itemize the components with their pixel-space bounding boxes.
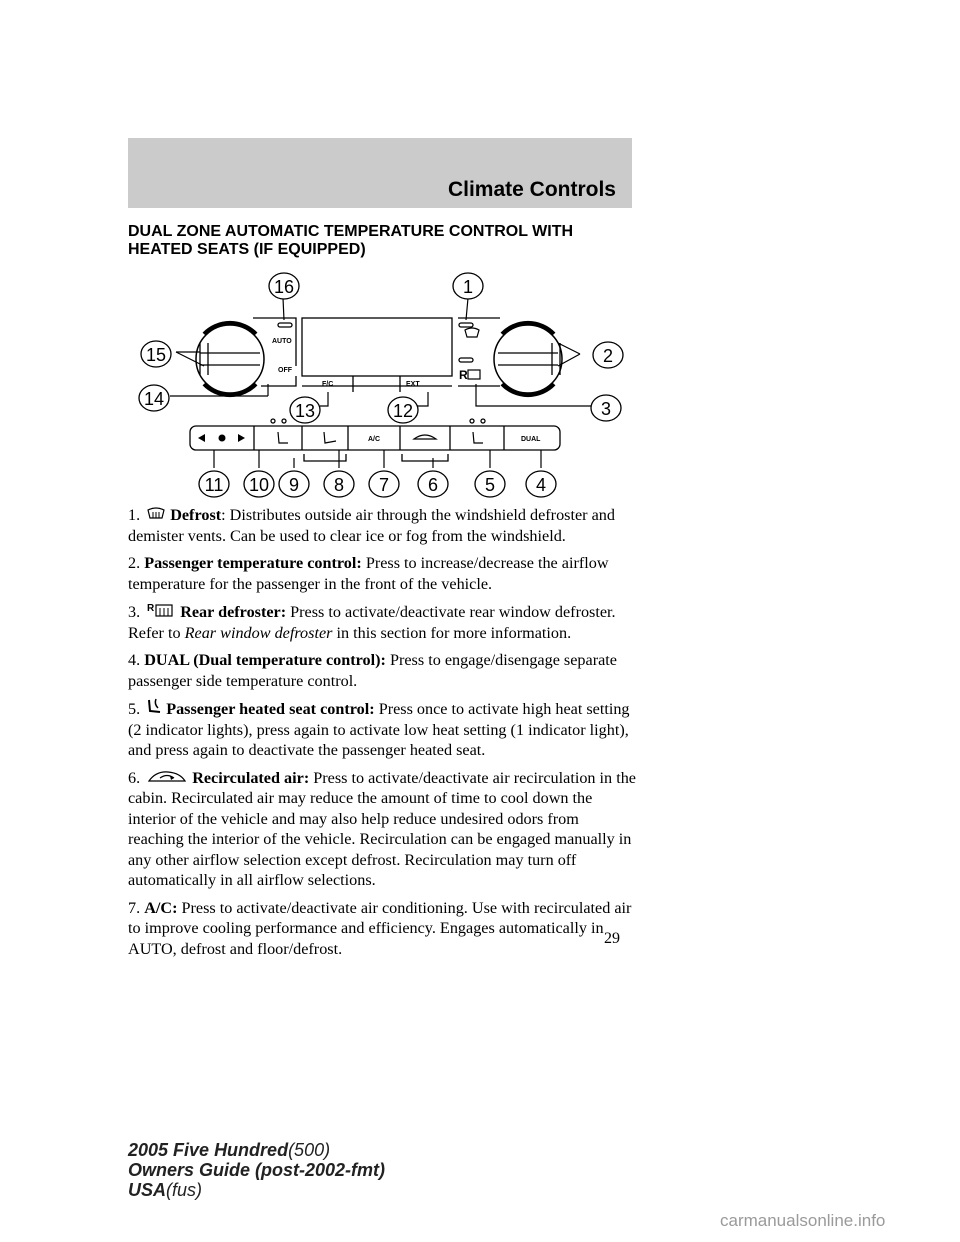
item-text: Press to engage/disengage separate passenger side temperature control.: [128, 651, 617, 690]
list-item: [128, 601, 638, 643]
item-label: Passenger heated seat control:: [166, 700, 375, 718]
footer-market: USA: [128, 1180, 167, 1200]
callout-8: 8: [333, 475, 345, 495]
footer-guide: Owners Guide (post-2002-fmt): [128, 1160, 386, 1180]
list-item: [128, 505, 638, 546]
item-text: Press to activate/deactivate air recirculation in the cabin. Recirculated air may reduce the amount of time to cool down the interior of the vehicle and may also help reduce undesired odors from reaching the interior of the vehicle. Recirculation can be engaged manually in any other airflow selection except defrost. Recirculation may turn off automatically in all airflow selections.: [128, 768, 636, 889]
item-number: 6.: [128, 768, 141, 787]
callout-2: 2: [602, 346, 614, 366]
callout-4: 4: [535, 475, 547, 495]
item-number: 7.: [128, 898, 141, 917]
callout-1: 1: [462, 277, 474, 297]
page-section-title: Climate Controls: [447, 178, 616, 201]
list-item: [128, 553, 638, 594]
dual-button-label: DUAL: [521, 436, 541, 443]
svg-text:R: R: [147, 603, 155, 614]
section-heading-line-2: HEATED SEATS (IF EQUIPPED): [128, 241, 366, 258]
list-item: [128, 768, 638, 891]
footer-line-1: [128, 1140, 385, 1160]
page-number: 29: [604, 930, 620, 947]
fan-decrease-icon: [198, 434, 205, 442]
callout-6: 6: [427, 475, 439, 495]
fan-increase-icon: [238, 434, 245, 442]
item-number: 3.: [128, 603, 141, 621]
item-number: 4.: [128, 651, 141, 669]
driver-seat-icon: [278, 432, 288, 443]
rear-button-label: R: [459, 368, 468, 382]
footer: [128, 1140, 385, 1200]
list-item: [128, 698, 638, 761]
recirculation-button-icon: [414, 435, 436, 439]
footer-line-2: [128, 1160, 385, 1180]
item-label: Rear defroster:: [180, 603, 287, 621]
driver-temperature-knob: [196, 323, 264, 395]
callout-12: 12: [392, 401, 414, 421]
item-label: Passenger temperature control:: [144, 554, 362, 572]
item-text: Press to activate/deactivate air conditioning. Use with recirculated air to improve cooling performance and efficiency. Engages automatically in AUTO, defrost and floor/defrost.: [128, 898, 632, 958]
callout-11: 11: [204, 475, 224, 495]
list-item: [128, 898, 638, 960]
footer-line-3: [128, 1180, 385, 1200]
passenger-temperature-knob: [494, 323, 562, 395]
callout-16: 16: [273, 277, 295, 297]
callout-9: 9: [288, 475, 300, 495]
control-descriptions: [128, 505, 638, 966]
cross-reference: Rear window defroster: [184, 623, 333, 642]
section-heading-line-1: DUAL ZONE AUTOMATIC TEMPERATURE CONTROL WITH: [128, 223, 574, 240]
off-button-label: OFF: [278, 367, 292, 374]
windshield-defrost-button-icon: [465, 328, 479, 337]
item-number: 5.: [128, 700, 141, 718]
section-heading: [128, 223, 648, 259]
callout-7: 7: [378, 475, 390, 495]
item-text: : Distributes outside air through the windshield defroster and demister vents. Can be used to clear ice or fog from the windshield.: [128, 506, 615, 545]
item-label: Recirculated air:: [192, 768, 310, 787]
callout-10: 10: [248, 475, 270, 495]
item-text-end: in this section for more information.: [332, 623, 572, 642]
callout-13: 13: [294, 401, 316, 421]
header-band: [128, 138, 632, 208]
footer-model-code: (500): [288, 1140, 331, 1160]
list-item: [128, 650, 638, 691]
footer-market-code: (fus): [166, 1180, 203, 1200]
item-label: DUAL (Dual temperature control):: [144, 651, 386, 669]
callout-14: 14: [143, 389, 165, 409]
ac-button-label: A/C: [368, 436, 381, 443]
item-text: Press once to activate high heat setting (2 indicator lights), press again to activate low heat setting (1 indicator light), and press again to deactivate the passenger heated seat.: [128, 700, 630, 759]
auto-button-label: AUTO: [272, 338, 292, 345]
fan-icon: [219, 435, 226, 442]
item-number: 2.: [128, 554, 141, 572]
item-label: A/C:: [144, 898, 178, 917]
passenger-seat-icon: [473, 432, 483, 443]
callout-15: 15: [145, 345, 167, 365]
footer-model: 2005 Five Hundred: [128, 1140, 289, 1160]
defrost-icon: [146, 506, 166, 522]
ext-button-label: EXT: [406, 381, 420, 388]
callout-5: 5: [484, 475, 496, 495]
heated-seat-icon: [146, 698, 162, 716]
item-number: 1.: [128, 506, 141, 524]
item-label: Defrost: [170, 506, 222, 524]
floor-defrost-icon: [324, 432, 336, 443]
rear-defrost-button-icon: [468, 370, 480, 379]
watermark: carmanualsonline.info: [720, 1211, 886, 1230]
item-text: Press to increase/decrease the airflow temperature for the passenger in the front of the vehicle.: [128, 554, 609, 593]
recirculation-icon: [146, 769, 188, 785]
fc-button-label: F/C: [322, 381, 334, 388]
rear-defroster-icon: [146, 601, 176, 619]
callout-3: 3: [600, 399, 612, 419]
climate-control-diagram: [128, 268, 632, 498]
item-text: Press to activate/deactivate rear window defroster. Refer to: [128, 603, 616, 642]
